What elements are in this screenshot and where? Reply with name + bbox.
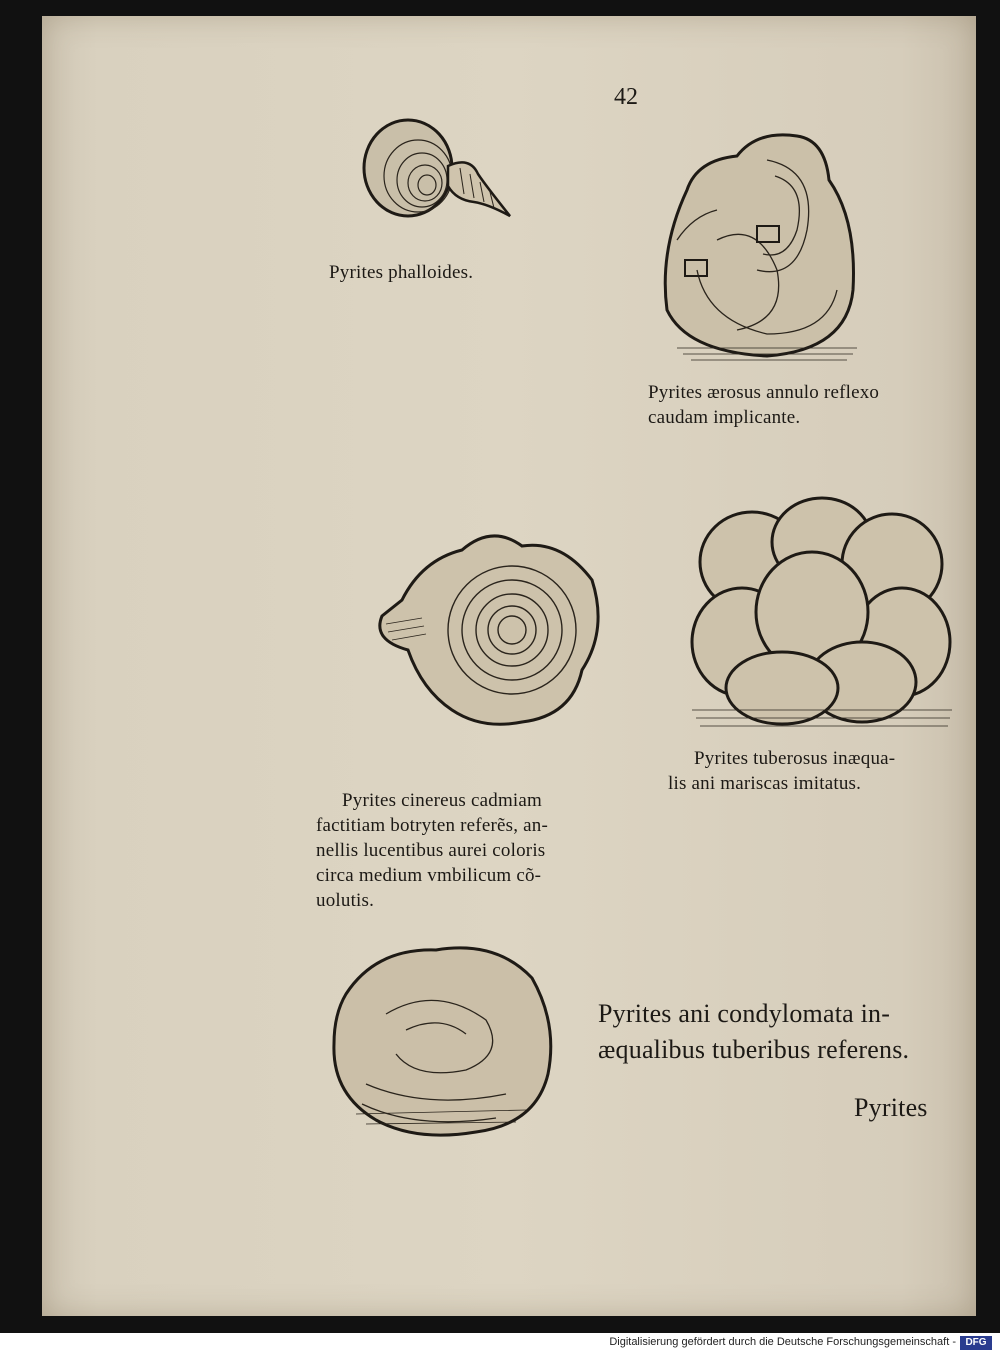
- caption-pyrites-tuberosus: Pyrites tuberosus inæqua- lis ani mariscas imitatus.: [668, 748, 896, 794]
- footer-credit: Digitalisierung gefördert durch die Deutsche Forschungsgemeinschaft -: [609, 1336, 956, 1348]
- pyrites-condylomata-woodcut: [326, 934, 558, 1144]
- pyrites-cinereus-woodcut: [362, 520, 612, 735]
- pyrites-phalloides-woodcut: [360, 116, 520, 231]
- caption-pyrites-aerosus: Pyrites ærosus annulo reflexo caudam implicante.: [648, 382, 880, 428]
- pyrites-aerosus-woodcut: [657, 120, 867, 370]
- book-page: [42, 16, 976, 1316]
- caption-pyrites-phalloides: Pyrites phalloides.: [329, 262, 474, 283]
- caption-pyrites-cinereus: Pyrites cinereus cadmiam factitiam botryten referẽs, an- nellis lucentibus aurei coloris circa medium vmbilicum cõ- uolutis.: [316, 790, 548, 911]
- caption-pyrites-condylomata: Pyrites ani condylomata in- æqualibus tuberibus referens.: [598, 999, 910, 1064]
- dfg-logo: DFG: [960, 1336, 992, 1350]
- page-number: 42: [614, 84, 638, 110]
- pyrites-tuberosus-woodcut: [682, 492, 962, 742]
- footer-bar: [0, 1333, 1000, 1353]
- catchword: Pyrites: [854, 1093, 928, 1122]
